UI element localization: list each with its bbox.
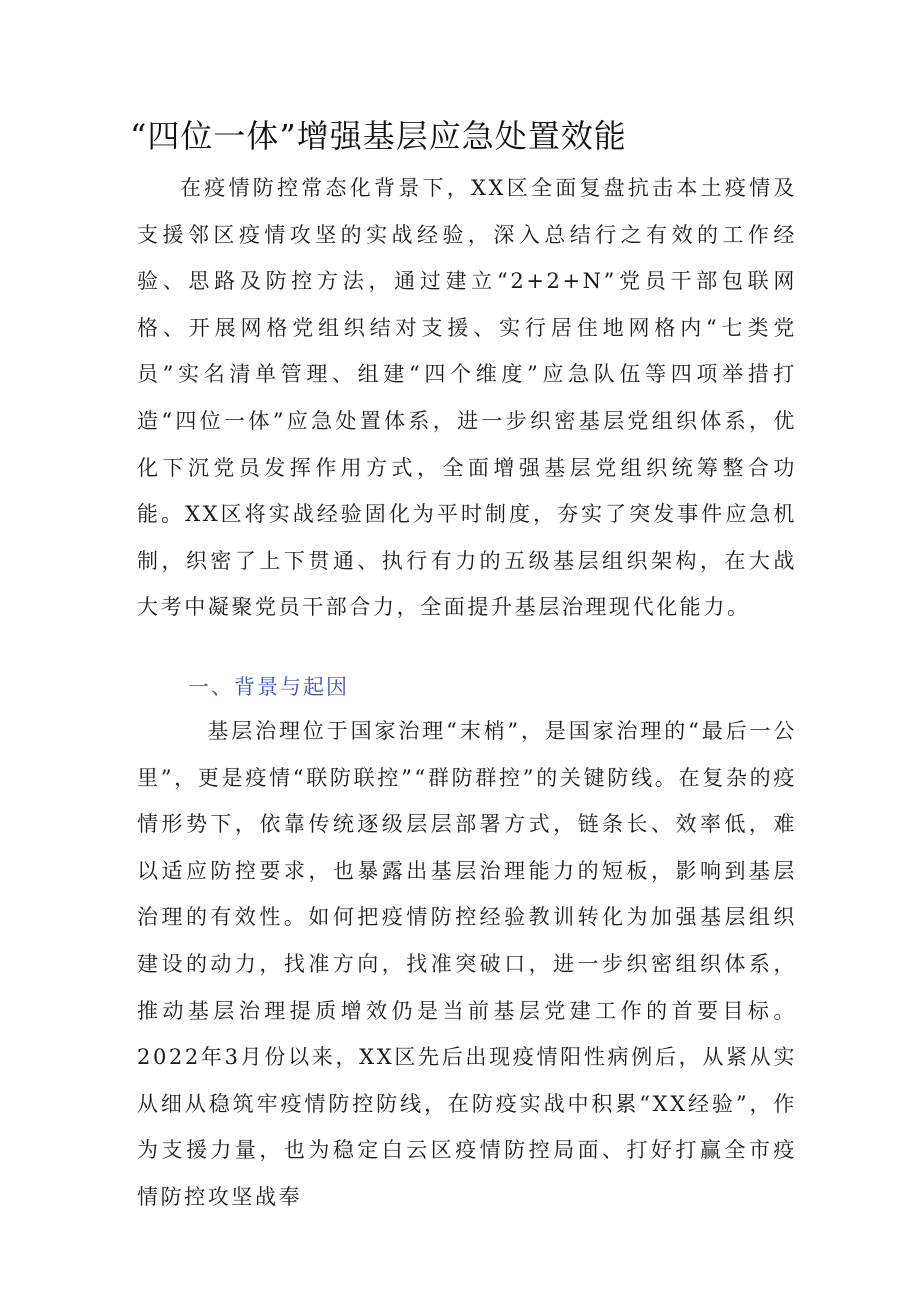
background-paragraph: 基层治理位于国家治理“末梢”，是国家治理的“最后一公里”，更是疫情“联防联控”“群防群控”的关键防线。在复杂的疫情形势下，依靠传统逐级层层部署方式，链条长、效率低，难以适应防控要求，也暴露出基层治理能力的短板，影响到基层治理的有效性。如何把疫情防控经验教训转化为加强基层组织建设的动力，找准方向，找准突破口，进一步织密组织体系，推动基层治理提质增效仍是当前基层党建工作的首要目标。2022年3月份以来，XX区先后出现疫情阳性病例后，从紧从实从细从稳筑牢疫情防控防线，在防疫实战中积累“XX经验”，作为支援力量，也为稳定白云区疫情防控局面、打好打赢全市疫情防控攻坚战奉	[137, 719, 797, 1209]
document-title: “四位一体”增强基层应急处置效能	[130, 117, 627, 155]
intro-paragraph: 在疫情防控常态化背景下，XX区全面复盘抗击本土疫情及支援邻区疫情攻坚的实战经验，深入总结行之有效的工作经验、思路及防控方法，通过建立“2+2+N”党员干部包联网格、开展网格党组织结对支援、实行居住地网格内“七类党员”实名清单管理、组建“四个维度”应急队伍等四项举措打造“四位一体”应急处置体系，进一步织密基层党组织体系，优化下沉党员发挥作用方式，全面增强基层党组织统筹整合功能。XX区将实战经验固化为平时制度，夯实了突发事件应急机制，织密了上下贯通、执行有力的五级基层组织架构，在大战大考中凝聚党员干部合力，全面提升基层治理现代化能力。	[137, 176, 797, 620]
section-heading-background: 一、背景与起因	[188, 675, 349, 699]
